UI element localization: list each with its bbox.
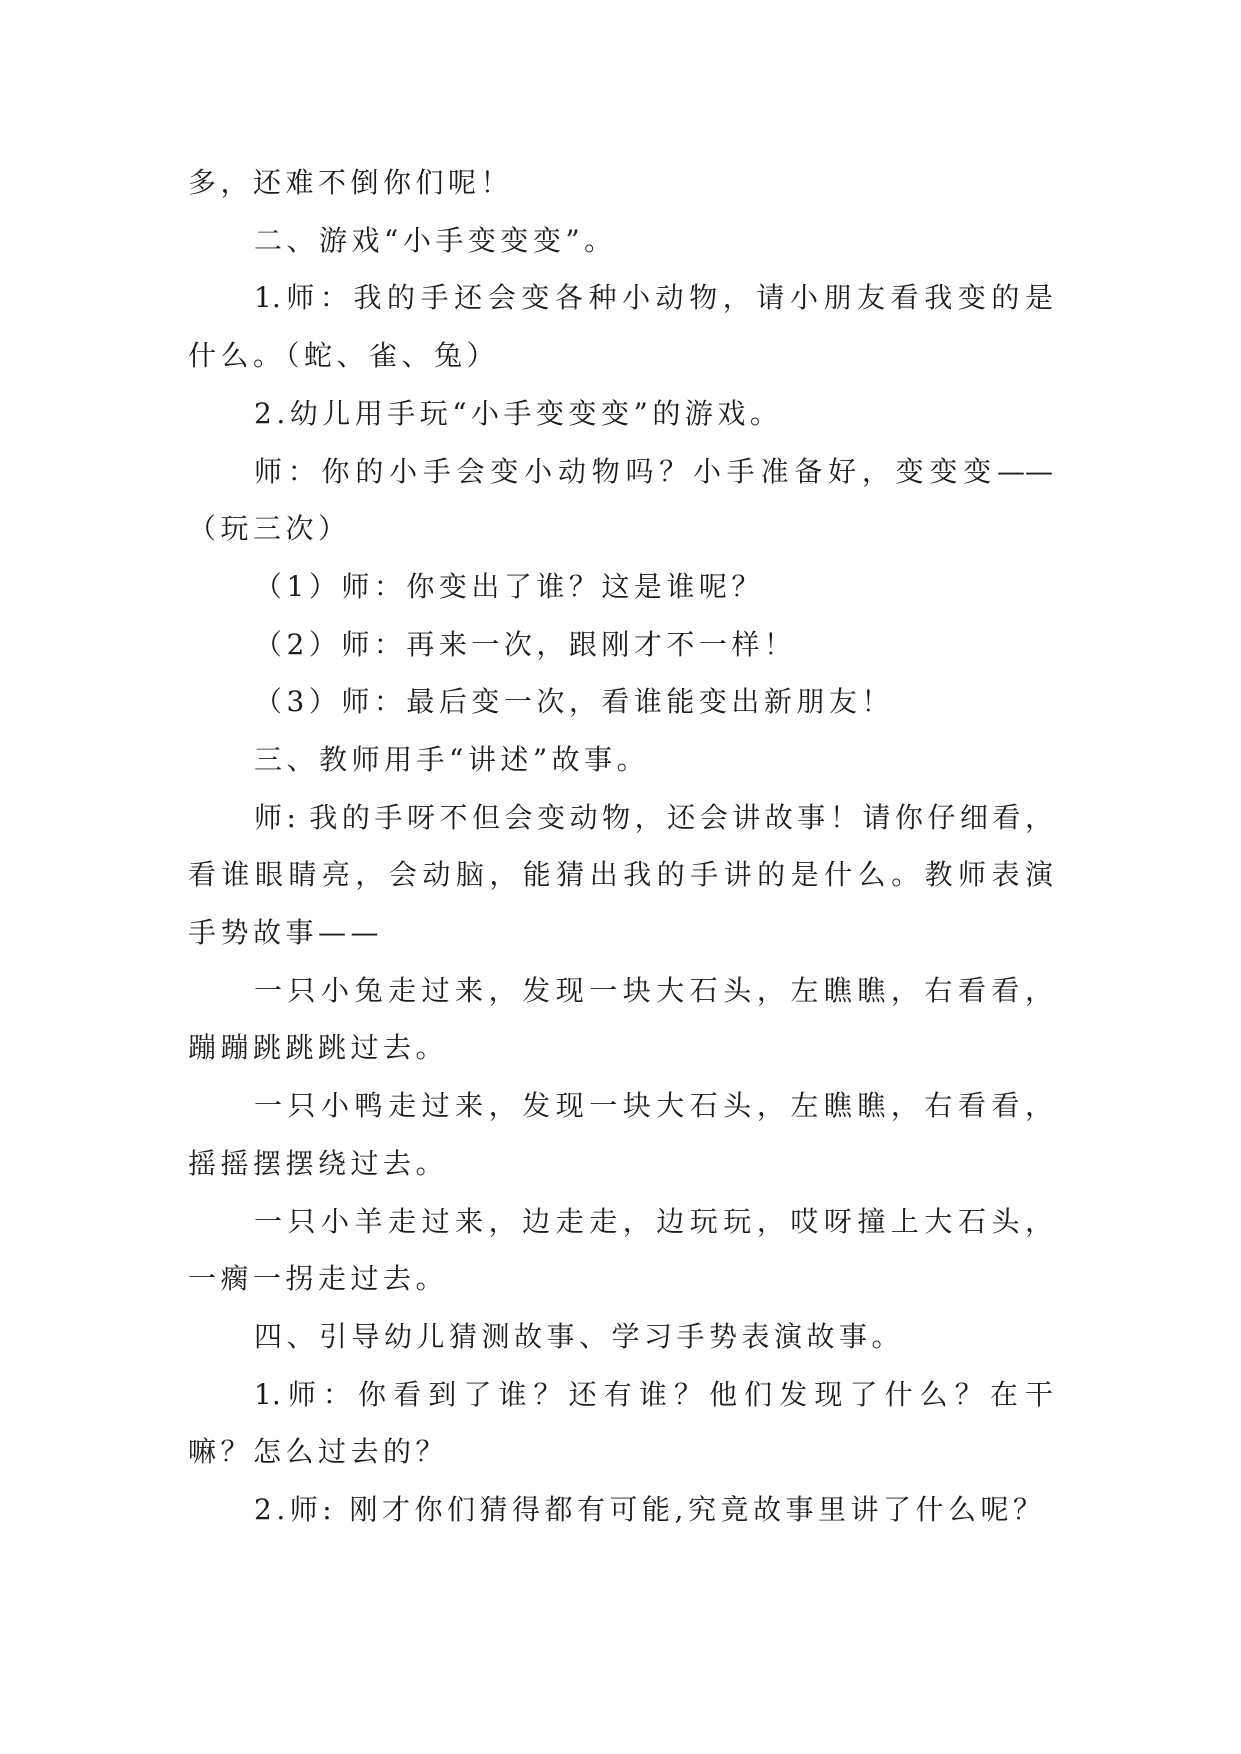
paragraph	[188, 1308, 1053, 1366]
text-line: 三、教师用手“讲述”故事。	[254, 743, 650, 776]
paragraph	[188, 269, 1053, 384]
text-line: （1）师：你变出了谁？这是谁呢？	[254, 569, 764, 603]
paragraph	[188, 558, 1053, 616]
paragraph	[188, 212, 1053, 270]
continued-paragraph	[188, 154, 1053, 212]
paragraph	[188, 616, 1053, 674]
text-line: （玩三次）	[188, 512, 351, 546]
text-line: 嘛？怎么过去的？	[188, 1435, 449, 1469]
text-line: 一只小羊走过来，边走走，边玩玩，哎呀撞上大石头，	[254, 1204, 1053, 1238]
text-line: 一瘸一拐走过去。	[188, 1262, 449, 1296]
document-body	[188, 154, 1053, 1574]
paragraph	[188, 789, 1053, 962]
text-line: 一只小鸭走过来，发现一块大石头，左瞧瞧，右看看，	[254, 1089, 1053, 1123]
text-line: 什么。（蛇、雀、兔）	[188, 339, 500, 373]
paragraph	[188, 1077, 1053, 1192]
paragraph	[188, 385, 1053, 443]
text-line: 1.师：我的手还会变各种小动物，请小朋友看我变的是	[254, 281, 1053, 315]
text-line: 蹦蹦跳跳跳过去。	[188, 1031, 449, 1065]
text-line: 摇摇摆摆绕过去。	[188, 1146, 449, 1180]
paragraph	[188, 673, 1053, 731]
paragraph	[188, 443, 1053, 558]
text-line: 2.幼儿用手玩“小手变变变”的游戏。	[254, 396, 783, 430]
text-line: （2）师：再来一次，跟刚才不一样！	[254, 627, 797, 661]
text-line: 1.师：你看到了谁？还有谁？他们发现了什么？在干	[254, 1377, 1053, 1411]
text-line: 四、引导幼儿猜测故事、学习手势表演故事。	[254, 1320, 905, 1353]
paragraph	[188, 1481, 1053, 1539]
text-line: 二、游戏“小手变变变”。	[254, 223, 617, 257]
text-line: 师: 我的手呀不但会变动物，还会讲故事！请你仔细看，	[254, 800, 1053, 834]
text-line: 师：你的小手会变小动物吗？小手准备好，变变变——	[254, 454, 1053, 488]
text-line: 一只小兔走过来，发现一块大石头，左瞧瞧，右看看，	[254, 973, 1053, 1007]
paragraph	[188, 1366, 1053, 1481]
text-line: （3）师：最后变一次，看谁能变出新朋友！	[254, 685, 894, 719]
paragraph	[188, 731, 1053, 789]
text-line: 2.师: 刚才你们猜得都有可能,究竟故事里讲了什么呢？	[254, 1493, 1046, 1527]
paragraph	[188, 962, 1053, 1077]
text-line: 看谁眼睛亮，会动脑，能猜出我的手讲的是什么。教师表演	[188, 858, 1053, 892]
text-line: 多，还难不倒你们呢！	[188, 166, 514, 199]
paragraph	[188, 1193, 1053, 1308]
text-line: 手势故事——	[188, 916, 384, 950]
